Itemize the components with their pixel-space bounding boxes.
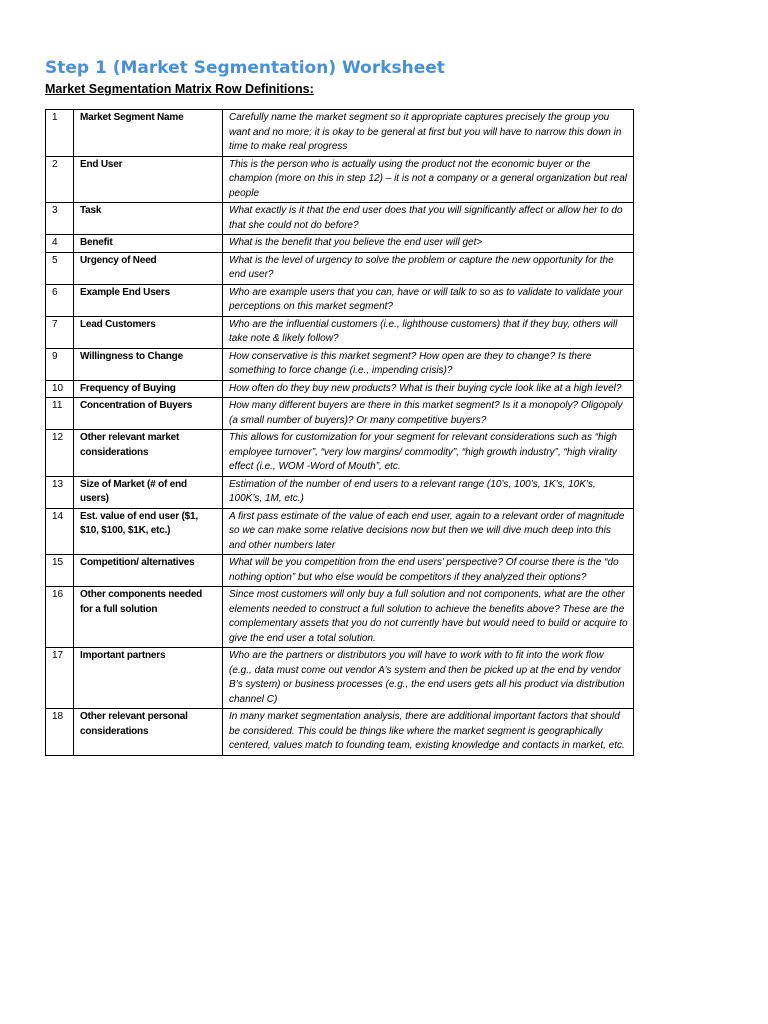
page-title: Step 1 (Market Segmentation) Worksheet <box>45 58 445 78</box>
row-definition: What is the benefit that you believe the end user will get> <box>223 235 634 253</box>
definitions-table <box>45 109 634 756</box>
row-number: 6 <box>46 284 74 316</box>
row-number: 11 <box>46 398 74 430</box>
table-row <box>46 648 634 709</box>
row-number: 1 <box>46 110 74 157</box>
row-number: 3 <box>46 203 74 235</box>
row-definition: Since most customers will only buy a full solution and not components, what are the other elements needed to construct a full solution to achieve the benefits above? These are the complementary assets that you do not currently have but would need to build or acquire to give the end user a total solution. <box>223 587 634 648</box>
row-definition: What is the level of urgency to solve the problem or capture the new opportunity for the end user? <box>223 252 634 284</box>
row-number: 7 <box>46 316 74 348</box>
row-definition: Who are example users that you can, have or will talk to so as to validate to validate your perceptions on this market segment? <box>223 284 634 316</box>
row-name: Market Segment Name <box>74 110 223 157</box>
row-definition: A first pass estimate of the value of each end user, again to a relevant order of magnitude so we can make some relative decisions now but then we will dive much deep into this and other numbers later <box>223 508 634 555</box>
row-name: Benefit <box>74 235 223 253</box>
row-name: Urgency of Need <box>74 252 223 284</box>
row-definition: How many different buyers are there in this market segment? Is it a monopoly? Oligopoly (a small number of buyers)? Or many competitive buyers? <box>223 398 634 430</box>
row-definition: Who are the influential customers (i.e., lighthouse customers) that if they buy, others will take note & likely follow? <box>223 316 634 348</box>
table-row <box>46 709 634 756</box>
row-name: Important partners <box>74 648 223 709</box>
table-row <box>46 284 634 316</box>
table-row <box>46 203 634 235</box>
table-row <box>46 555 634 587</box>
row-number: 15 <box>46 555 74 587</box>
table-row <box>46 156 634 203</box>
row-number: 5 <box>46 252 74 284</box>
row-number: 13 <box>46 476 74 508</box>
row-name: Willingness to Change <box>74 348 223 380</box>
row-name: Lead Customers <box>74 316 223 348</box>
row-name: Other components needed for a full solution <box>74 587 223 648</box>
table-row <box>46 348 634 380</box>
row-number: 2 <box>46 156 74 203</box>
row-definition: Who are the partners or distributors you will have to work with to fit into the work flow (e.g., data must come out vendor A’s system and then be picked up at the end by vendor B’s system) or business processes (e.g., the end users gets all his product via distribution channel C) <box>223 648 634 709</box>
row-definition: Carefully name the market segment so it appropriate captures precisely the group you want and no more; it is okay to be general at first but you will have to narrow this down in time to make real progress <box>223 110 634 157</box>
row-name: Est. value of end user ($1, $10, $100, $1K, etc.) <box>74 508 223 555</box>
table-row <box>46 110 634 157</box>
row-name: Example End Users <box>74 284 223 316</box>
row-number: 16 <box>46 587 74 648</box>
row-name: Other relevant personal considerations <box>74 709 223 756</box>
row-definition: How often do they buy new products? What is their buying cycle look like at a high level? <box>223 380 634 398</box>
row-name: Task <box>74 203 223 235</box>
table-row <box>46 508 634 555</box>
row-definition: How conservative is this market segment? How open are they to change? Is there something to force change (i.e., impending crisis)? <box>223 348 634 380</box>
table-row <box>46 587 634 648</box>
table-row <box>46 380 634 398</box>
row-name: Frequency of Buying <box>74 380 223 398</box>
row-name: Concentration of Buyers <box>74 398 223 430</box>
row-number: 4 <box>46 235 74 253</box>
row-name: Competition/ alternatives <box>74 555 223 587</box>
row-definition: Estimation of the number of end users to a relevant range (10’s, 100’s, 1K’s, 10K’s, 100K’s, 1M, etc.) <box>223 476 634 508</box>
row-number: 9 <box>46 348 74 380</box>
table-row <box>46 398 634 430</box>
table-row <box>46 476 634 508</box>
row-name: End User <box>74 156 223 203</box>
row-number: 18 <box>46 709 74 756</box>
row-definition: What exactly is it that the end user does that you will significantly affect or allow her to do that she could not do before? <box>223 203 634 235</box>
row-definition: What will be you competition from the end users’ perspective? Of course there is the “do nothing option” but who else would be competitors if they analyzed their options? <box>223 555 634 587</box>
table-row <box>46 316 634 348</box>
row-number: 14 <box>46 508 74 555</box>
section-heading: Market Segmentation Matrix Row Definitions: <box>45 82 314 96</box>
row-name: Other relevant market considerations <box>74 430 223 477</box>
row-number: 17 <box>46 648 74 709</box>
table-row <box>46 430 634 477</box>
row-number: 10 <box>46 380 74 398</box>
row-name: Size of Market (# of end users) <box>74 476 223 508</box>
row-definition: In many market segmentation analysis, there are additional important factors that should be considered. This could be things like where the market segment is geographically centered, values match to founding team, existing knowledge and contacts in market, etc. <box>223 709 634 756</box>
row-definition: This allows for customization for your segment for relevant considerations such as “high employee turnover”, “very low margins/ commodity”, “high growth industry”, “high virality effect (i.e., WOM -Word of Mouth”, etc. <box>223 430 634 477</box>
table-row <box>46 235 634 253</box>
definitions-table-body <box>46 110 634 756</box>
table-row <box>46 252 634 284</box>
row-definition: This is the person who is actually using the product not the economic buyer or the champion (more on this in step 12) – it is not a company or a general organization but real people <box>223 156 634 203</box>
row-number: 12 <box>46 430 74 477</box>
